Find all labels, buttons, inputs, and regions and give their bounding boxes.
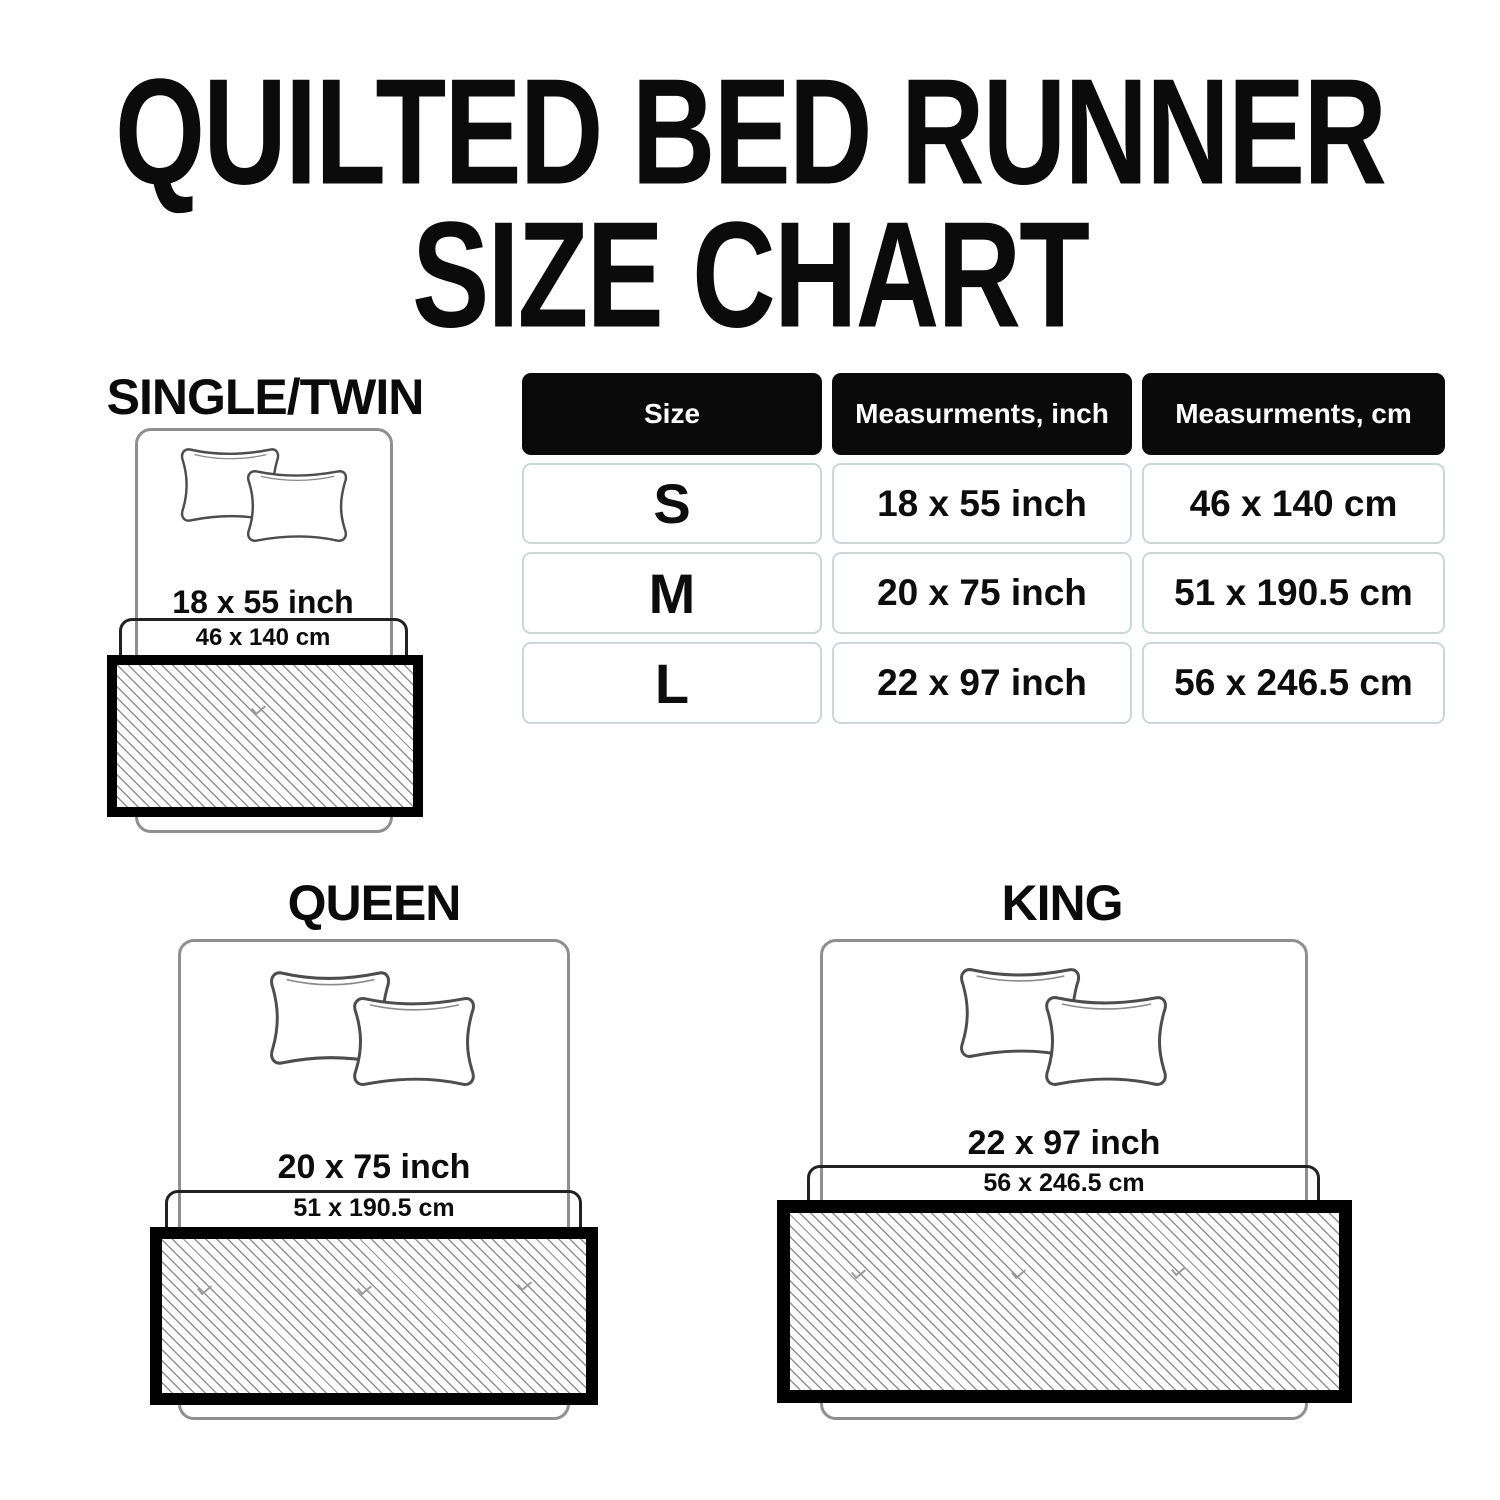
queen-inch-dimension: 20 x 75 inch — [277, 1148, 471, 1186]
pillow-icon — [241, 466, 353, 546]
table-cell-cm-s: 46 x 140 cm — [1142, 463, 1445, 544]
king-label: KING — [1001, 875, 1123, 931]
table-header-measurements-inch: Measurments, inch — [832, 373, 1132, 455]
pillow-icon — [1038, 991, 1174, 1091]
queen-bed-runner-swatch — [150, 1227, 598, 1405]
table-cell-size-m: M — [522, 552, 822, 634]
king-cm-dimension: 56 x 246.5 cm — [983, 1169, 1145, 1197]
single-inch-dimension: 18 x 55 inch — [172, 584, 354, 620]
table-header-measurements-cm: Measurments, cm — [1142, 373, 1445, 455]
single-cm-dimension: 46 x 140 cm — [195, 624, 331, 651]
table-cell-cm-m: 51 x 190.5 cm — [1142, 552, 1445, 634]
single-bed-runner-swatch — [107, 655, 423, 817]
single-twin-label: SINGLE/TWIN — [106, 369, 424, 425]
size-table — [522, 373, 1445, 724]
king-bed-runner-swatch — [777, 1200, 1352, 1403]
table-cell-size-s: S — [522, 463, 822, 544]
table-cell-inch-s: 18 x 55 inch — [832, 463, 1132, 544]
page-title-line-2: SIZE CHART — [412, 190, 1088, 360]
table-cell-inch-l: 22 x 97 inch — [832, 642, 1132, 724]
queen-label: QUEEN — [287, 875, 461, 931]
table-cell-inch-m: 20 x 75 inch — [832, 552, 1132, 634]
table-cell-size-l: L — [522, 642, 822, 724]
page-title — [0, 47, 1500, 360]
table-header-size: Size — [522, 373, 822, 455]
page-title-line-1: QUILTED BED RUNNER — [114, 47, 1386, 216]
table-cell-cm-l: 56 x 246.5 cm — [1142, 642, 1445, 724]
king-inch-dimension: 22 x 97 inch — [967, 1124, 1161, 1162]
queen-cm-dimension: 51 x 190.5 cm — [293, 1194, 455, 1222]
pillow-icon — [346, 992, 482, 1091]
